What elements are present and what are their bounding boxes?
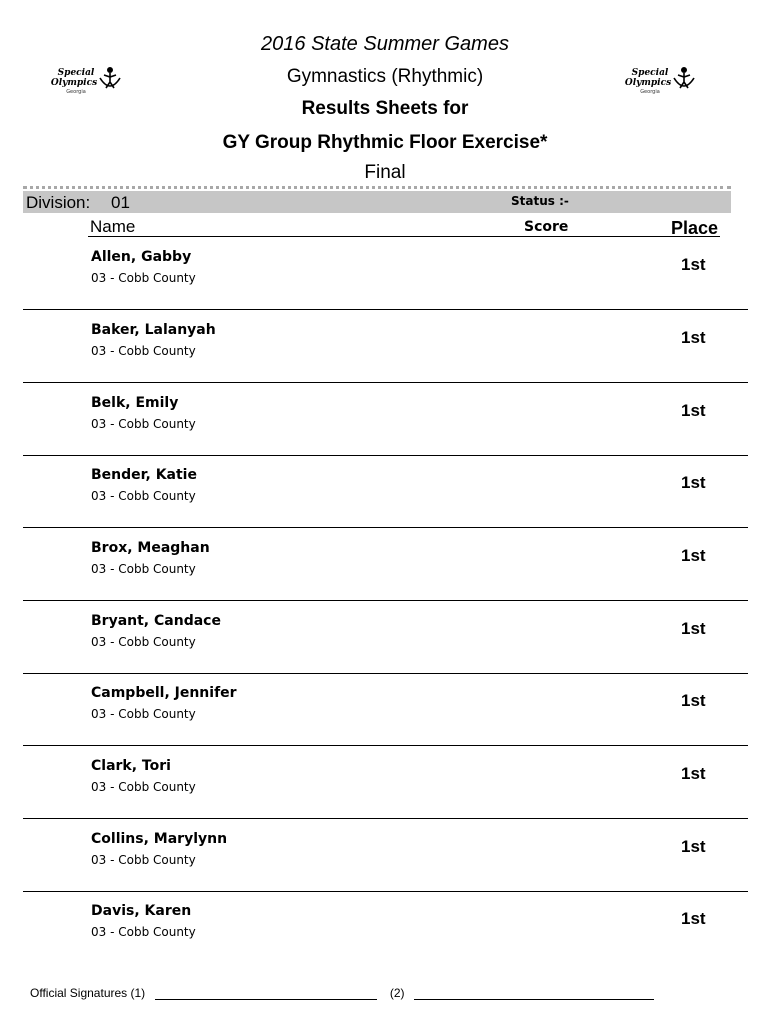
athlete-place: 1st — [681, 473, 706, 492]
athlete-team: 03 - Cobb County — [91, 707, 196, 721]
athlete-place: 1st — [681, 837, 706, 856]
athlete-name: Baker, Lalanyah — [91, 322, 216, 338]
athlete-team: 03 - Cobb County — [91, 925, 196, 939]
round-title: Final — [364, 162, 406, 183]
logo-text-line1: Special — [631, 68, 669, 78]
official-signatures — [30, 986, 654, 1000]
result-row — [0, 819, 770, 892]
logo-text-line3: Georgia — [66, 89, 86, 95]
athlete-name: Clark, Tori — [91, 758, 171, 774]
athlete-place: 1st — [681, 401, 706, 420]
athlete-team: 03 - Cobb County — [91, 780, 196, 794]
division-bar — [23, 191, 731, 213]
athlete-name: Bender, Katie — [91, 467, 197, 483]
athlete-name: Brox, Meaghan — [91, 540, 210, 556]
sport-title: Gymnastics (Rhythmic) — [286, 66, 484, 87]
signature-1-line — [155, 989, 377, 1000]
athlete-name: Davis, Karen — [91, 903, 192, 919]
result-row — [0, 673, 770, 746]
logo-text-line1: Special — [57, 68, 95, 78]
athlete-team: 03 - Cobb County — [91, 417, 196, 431]
athlete-place: 1st — [681, 619, 706, 638]
logo-text-line2: Olympics — [624, 78, 672, 88]
dotted-divider — [23, 186, 731, 189]
sheet-type-title: Results Sheets for — [301, 98, 469, 119]
athlete-team: 03 - Cobb County — [91, 344, 196, 358]
event-name-title: GY Group Rhythmic Floor Exercise* — [222, 132, 548, 153]
athlete-team: 03 - Cobb County — [91, 271, 196, 285]
column-header-name: Name — [90, 217, 136, 236]
result-row — [0, 237, 770, 310]
athlete-name: Allen, Gabby — [91, 249, 192, 265]
athlete-team: 03 - Cobb County — [91, 562, 196, 576]
athlete-name: Bryant, Candace — [91, 613, 221, 629]
athlete-place: 1st — [681, 764, 706, 783]
result-row — [0, 383, 770, 456]
column-header-place: Place — [671, 218, 719, 238]
result-row — [0, 601, 770, 674]
athlete-team: 03 - Cobb County — [91, 853, 196, 867]
division-label: Division: — [26, 193, 91, 212]
column-header-score: Score — [524, 219, 569, 235]
logo-text-line3: Georgia — [640, 89, 660, 95]
result-row — [0, 455, 770, 528]
result-row — [0, 746, 770, 819]
result-row — [0, 891, 770, 964]
athlete-place: 1st — [681, 691, 706, 710]
status-label: Status :- — [511, 194, 569, 208]
logo-text-line2: Olympics — [50, 78, 98, 88]
athlete-place: 1st — [681, 255, 706, 274]
athlete-team: 03 - Cobb County — [91, 489, 196, 503]
event-title: 2016 State Summer Games — [261, 33, 509, 55]
athlete-place: 1st — [681, 328, 706, 347]
division-value: 01 — [111, 193, 130, 212]
signature-1-label: Official Signatures (1) — [30, 986, 146, 1000]
athlete-name: Collins, Marylynn — [91, 831, 228, 847]
signature-2-label: (2) — [389, 986, 405, 1000]
athlete-name: Belk, Emily — [91, 395, 179, 411]
athlete-place: 1st — [681, 909, 706, 928]
result-row — [0, 528, 770, 601]
result-row — [0, 310, 770, 383]
athlete-team: 03 - Cobb County — [91, 635, 196, 649]
athlete-place: 1st — [681, 546, 706, 565]
athlete-name: Campbell, Jennifer — [91, 685, 237, 701]
signature-2-line — [414, 989, 654, 1000]
